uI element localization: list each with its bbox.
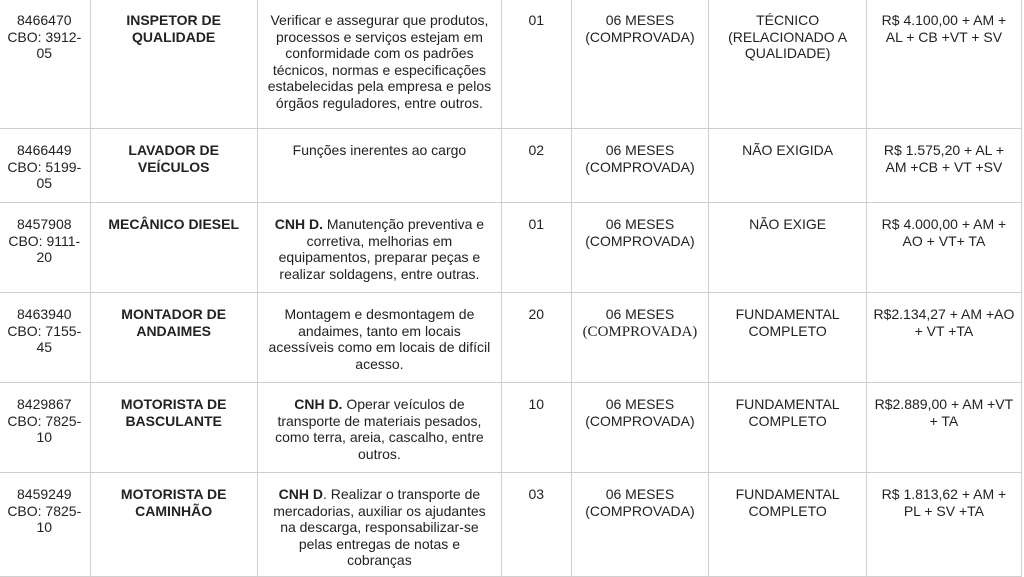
education-requirement: FUNDAMENTAL COMPLETO bbox=[709, 473, 866, 577]
education-requirement: NÃO EXIGE bbox=[709, 203, 866, 293]
experience-duration: 06 MESES bbox=[605, 306, 675, 322]
job-description bbox=[257, 473, 501, 577]
job-title: MECÂNICO DIESEL bbox=[90, 203, 257, 293]
salary-benefits: R$2.889,00 + AM +VT + TA bbox=[866, 383, 1021, 473]
table-row bbox=[0, 473, 1022, 577]
job-description bbox=[257, 203, 501, 293]
vacancies-count: 01 bbox=[502, 0, 571, 129]
table-row bbox=[0, 293, 1022, 383]
cbo-code: CBO: 3912-05 bbox=[7, 28, 82, 61]
vacancy-code-cell bbox=[0, 293, 90, 383]
vacancy-code: 8466470 bbox=[17, 12, 72, 28]
salary-benefits: R$ 1.813,62 + AM + PL + SV +TA bbox=[866, 473, 1021, 577]
education-requirement: NÃO EXIGIDA bbox=[709, 129, 866, 203]
experience-requirement bbox=[571, 293, 709, 383]
education-requirement: TÉCNICO (RELACIONADO A QUALIDADE) bbox=[709, 0, 866, 129]
vacancy-code: 8466449 bbox=[17, 142, 72, 158]
job-description bbox=[257, 293, 501, 383]
description-text: Manutenção preventiva e corretiva, melhorias em equipamentos, preparar peças e realizar soldagens, entre outras. bbox=[278, 216, 485, 282]
vacancy-code-cell bbox=[0, 129, 90, 203]
cbo-code: CBO: 5199-05 bbox=[7, 158, 82, 191]
job-title: MOTORISTA DE BASCULANTE bbox=[90, 383, 257, 473]
vacancies-count: 02 bbox=[502, 129, 571, 203]
experience-requirement: 06 MESES (COMPROVADA) bbox=[571, 129, 709, 203]
cbo-code: CBO: 7825-10 bbox=[7, 412, 82, 445]
vacancy-code: 8429867 bbox=[17, 396, 72, 412]
description-text: Funções inerentes ao cargo bbox=[292, 142, 467, 158]
vacancy-code: 8459249 bbox=[17, 486, 72, 502]
cbo-code: CBO: 9111-20 bbox=[8, 232, 81, 265]
job-description bbox=[257, 0, 501, 129]
table-row bbox=[0, 129, 1022, 203]
salary-benefits: R$ 4.000,00 + AM + AO + VT+ TA bbox=[866, 203, 1021, 293]
table-row bbox=[0, 383, 1022, 473]
salary-benefits: R$ 1.575,20 + AL + AM +CB + VT +SV bbox=[866, 129, 1021, 203]
vacancy-code-cell bbox=[0, 473, 90, 577]
description-text: Operar veículos de transporte de materiais pesados, como terra, areia, cascalho, entre outros. bbox=[275, 396, 484, 462]
education-requirement: FUNDAMENTAL COMPLETO bbox=[709, 293, 866, 383]
license-requirement: CNH D. bbox=[274, 216, 323, 232]
cbo-code: CBO: 7825-10 bbox=[7, 502, 82, 535]
job-title: MONTADOR DE ANDAIMES bbox=[90, 293, 257, 383]
table-row bbox=[0, 203, 1022, 293]
vacancy-code: 8457908 bbox=[17, 216, 72, 232]
salary-benefits: R$ 4.100,00 + AM + AL + CB +VT + SV bbox=[866, 0, 1021, 129]
description-text: . Realizar o transporte de mercadorias, auxiliar os ajudantes na descarga, responsabilizar-se pelas entregas de notas e cobranças bbox=[273, 486, 486, 568]
description-text: Verificar e assegurar que produtos, processos e serviços estejam em conformidade com os padrões técnicos, normas e especificações estabelecidas pela empresa e pelos órgãos reguladores, entre outros. bbox=[267, 12, 492, 111]
experience-requirement: 06 MESES (COMPROVADA) bbox=[571, 0, 709, 129]
vacancies-count: 10 bbox=[502, 383, 571, 473]
education-requirement: FUNDAMENTAL COMPLETO bbox=[709, 383, 866, 473]
vacancy-code-cell bbox=[0, 203, 90, 293]
license-requirement: CNH D. bbox=[294, 396, 343, 412]
job-title: INSPETOR DE QUALIDADE bbox=[90, 0, 257, 129]
vacancies-count: 20 bbox=[502, 293, 571, 383]
description-text: Montagem e desmontagem de andaimes, tanto em locais acessíveis como em locais de difícil acesso. bbox=[268, 306, 491, 372]
experience-requirement: 06 MESES (COMPROVADA) bbox=[571, 383, 709, 473]
vacancy-code: 8463940 bbox=[17, 306, 72, 322]
salary-benefits: R$2.134,27 + AM +AO + VT +TA bbox=[866, 293, 1021, 383]
job-title: MOTORISTA DE CAMINHÃO bbox=[90, 473, 257, 577]
job-description bbox=[257, 383, 501, 473]
experience-requirement: 06 MESES (COMPROVADA) bbox=[571, 203, 709, 293]
vacancy-code-cell bbox=[0, 0, 90, 129]
job-description bbox=[257, 129, 501, 203]
job-title: LAVADOR DE VEÍCULOS bbox=[90, 129, 257, 203]
vacancies-count: 03 bbox=[502, 473, 571, 577]
experience-proof: (COMPROVADA) bbox=[582, 323, 698, 340]
table-row bbox=[0, 0, 1022, 129]
experience-requirement: 06 MESES (COMPROVADA) bbox=[571, 473, 709, 577]
vacancies-count: 01 bbox=[502, 203, 571, 293]
vacancy-code-cell bbox=[0, 383, 90, 473]
cbo-code: CBO: 7155-45 bbox=[7, 322, 82, 355]
license-requirement: CNH D bbox=[278, 486, 323, 502]
